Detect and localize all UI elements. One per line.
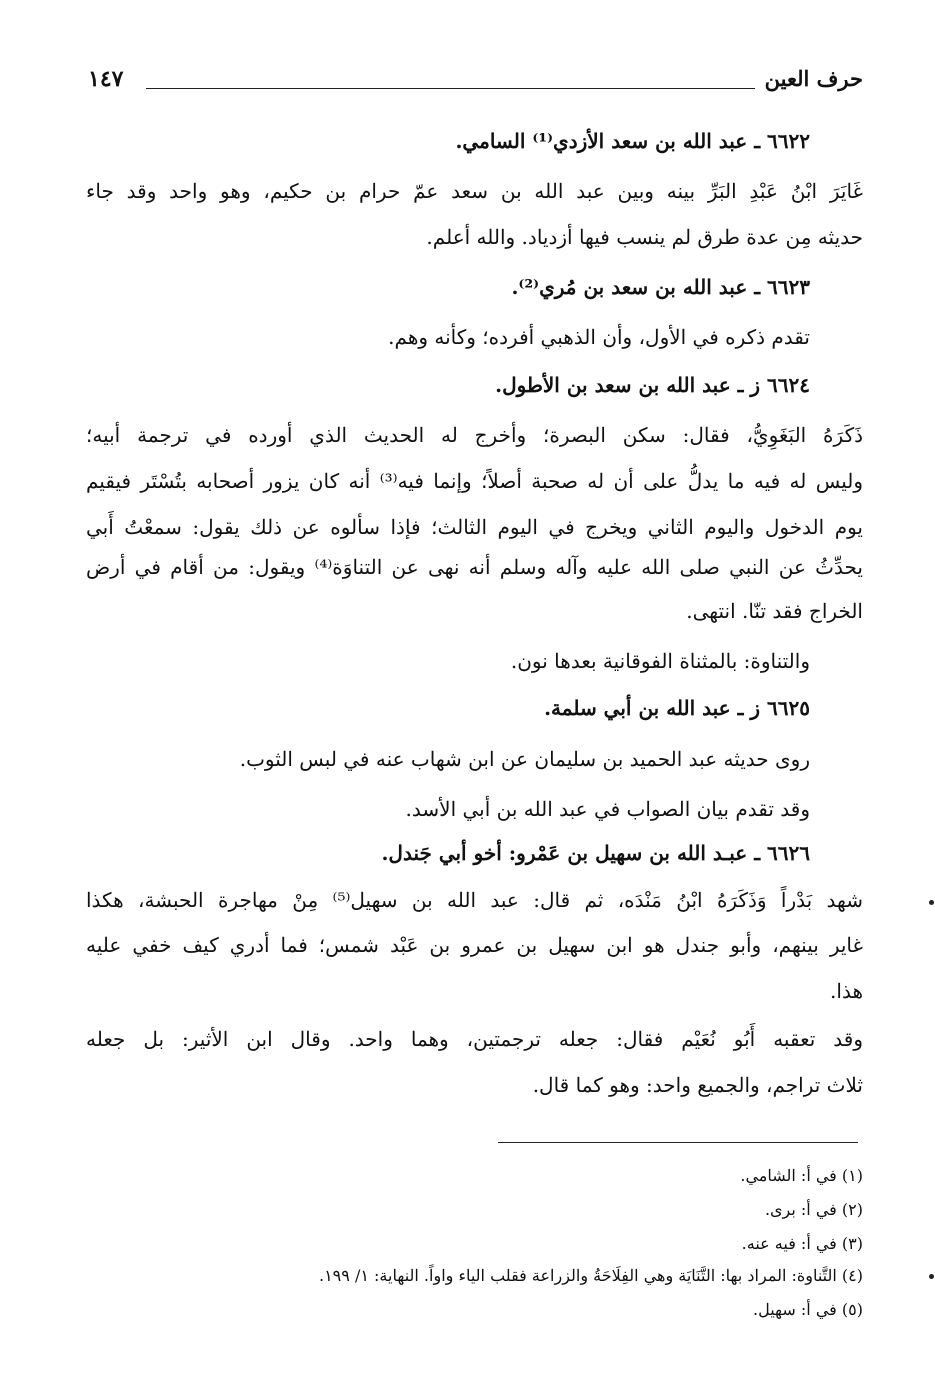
body-line: غاير بينهم، وأبو جندل هو ابن سهيل بن عمرو بن عَبْد شمس؛ فما أدري كيف خفي عليه <box>86 933 863 957</box>
margin-mark <box>929 1274 934 1279</box>
footnote: (١) في أ: الشامي. <box>740 1166 863 1185</box>
body-line: شهد بَدْراً وَذَكَرَهُ ابْنُ مَنْدَه، ثم قال: عبد الله بن سهيل⁽⁵⁾ مِنْ مهاجرة الحبشة، هكذا <box>86 888 864 912</box>
footnote: (٥) في أ: سهيل. <box>753 1300 863 1319</box>
page-header <box>88 66 863 106</box>
margin-mark <box>929 900 934 905</box>
footnote: (٤) التَّناوة: المراد بها: التَّنَايَة وهي الفِلَاحَةُ والزراعة فقلب الياء واواً. النهاية: ١/ ١٩٩. <box>318 1266 863 1285</box>
body-line: ذَكَرَهُ البَغَوِيُّ، فقال: سكن البصرة؛ وأخرج له الحديث الذي أورده في ترجمة أبيه؛ <box>86 423 863 447</box>
body-line: والتناوة: بالمثناة الفوقانية بعدها نون. <box>510 649 810 673</box>
body-line: روى حديثه عبد الحميد بن سليمان عن ابن شهاب عنه في لبس الثوب. <box>239 747 810 771</box>
footnote: (٢) في أ: برى. <box>764 1200 863 1219</box>
entry-heading-6624: ٦٦٢٤ ز ـ عبد الله بن سعد بن الأطول. <box>495 373 810 397</box>
header-rule <box>146 88 755 89</box>
body-line: الخراج فقد تنّا. انتهى. <box>686 599 863 623</box>
entry-heading-6622: ٦٦٢٢ ـ عبد الله بن سعد الأزدي⁽¹⁾ السامي. <box>455 129 810 153</box>
body-line: يحدِّثُ عن النبي صلى الله عليه وآله وسلم أنه نهى عن التناوَة⁽⁴⁾ ويقول: من أقام في أرض <box>86 555 863 579</box>
body-line: وقد تقدم بيان الصواب في عبد الله بن أبي الأسد. <box>405 797 810 821</box>
footnote: (٣) في أ: فيه عنه. <box>741 1234 863 1253</box>
body-line: غَايَرَ ابْنُ عَبْدِ البَرِّ بينه وبين عبد الله بن سعد عمّ حرام بن حكيم، وهو واحد وقد جاء <box>86 179 863 203</box>
body-line: وليس له فيه ما يدلُّ على أن له صحبة أصلاً؛ وإنما فيه⁽³⁾ أنه كان يزور أصحابه بتُسْتَر فيقيم <box>86 469 864 493</box>
entry-heading-6626: ٦٦٢٦ ـ عبـد الله بن سهيل بن عَمْرو: أخو أبي جَندل. <box>381 841 810 865</box>
body-line: هذا. <box>830 979 863 1003</box>
body-line: حديثه مِن عدة طرق لم ينسب فيها أزدياد. والله أعلم. <box>426 225 863 249</box>
footnote-rule <box>498 1142 858 1143</box>
chapter-title: حرف العين <box>764 66 863 91</box>
entry-heading-6625: ٦٦٢٥ ز ـ عبد الله بن أبي سلمة. <box>544 696 810 720</box>
body-line: تقدم ذكره في الأول، وأن الذهبي أفرده؛ وكأنه وهم. <box>388 325 810 349</box>
body-line: يوم الدخول واليوم الثاني ويخرج في اليوم الثالث؛ فإذا سألوه عن ذلك يقول: سمعْتُ أَبي <box>86 515 863 539</box>
body-line: ثلاث تراجم، والجميع واحد: وهو كما قال. <box>532 1073 863 1097</box>
entry-heading-6623: ٦٦٢٣ ـ عبد الله بن سعد بن مُري⁽²⁾. <box>511 275 810 299</box>
body-line: وقد تعقبه أَبُو نُعَيْم فقال: جعله ترجمتين، وهما واحد. وقال ابن الأثير: بل جعله <box>86 1027 863 1051</box>
page-number: ١٤٧ <box>88 66 124 92</box>
